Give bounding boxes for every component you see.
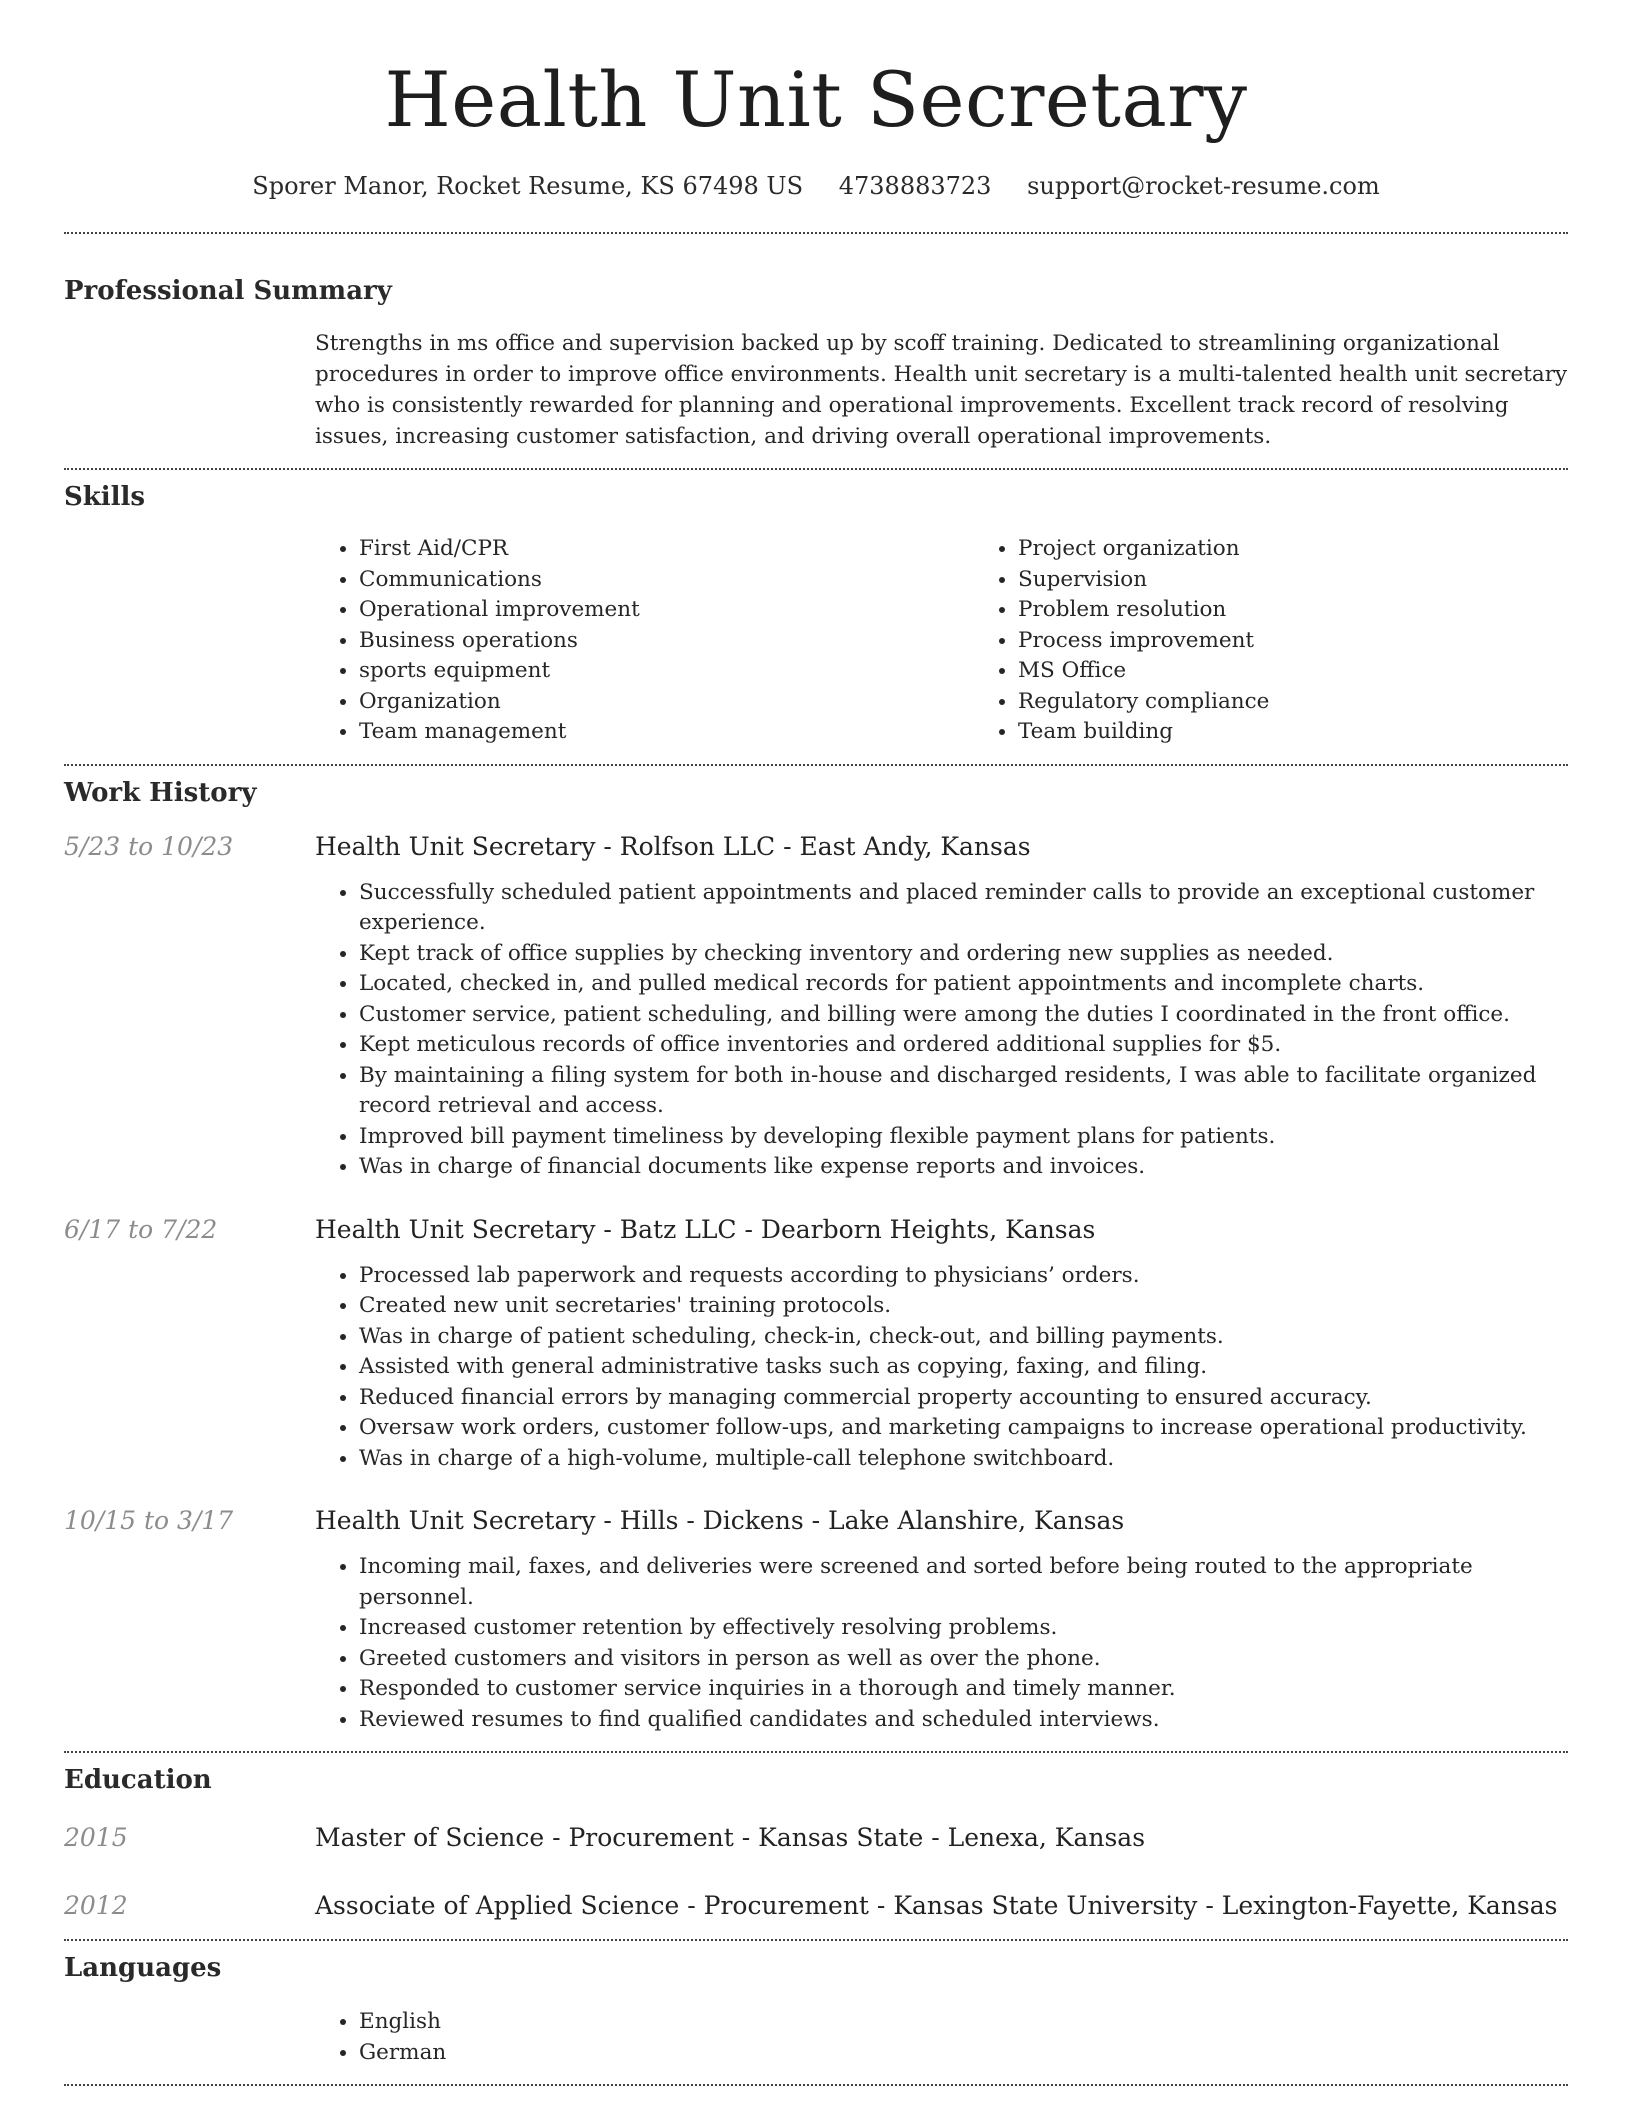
- job-bullet: • Was in charge of a high-volume, multiple-call telephone switchboard.: [359, 1444, 1568, 1475]
- job-bullets: [315, 1261, 1568, 1475]
- contact-email: support@rocket-resume.com: [1027, 172, 1380, 200]
- job-entry: [64, 1213, 1568, 1475]
- work-heading: Work History: [64, 777, 257, 808]
- skill-item: • Team management: [359, 717, 974, 748]
- job-bullet: • By maintaining a filing system for both in-house and discharged residents, I was able to facilitate organized record retrieval and access.: [359, 1061, 1568, 1122]
- job-bullet: • Reviewed resumes to find qualified candidates and scheduled interviews.: [359, 1705, 1568, 1736]
- resume-name: Health Unit Secretary: [384, 55, 1248, 144]
- skill-item: • Project organization: [1018, 534, 1632, 565]
- languages-list: [315, 2007, 1568, 2068]
- job-bullet: • Assisted with general administrative tasks such as copying, faxing, and filing.: [359, 1352, 1568, 1383]
- job-bullet: • Greeted customers and visitors in person as well as over the phone.: [359, 1644, 1568, 1675]
- job-bullet: • Oversaw work orders, customer follow-ups, and marketing campaigns to increase operational productivity.: [359, 1413, 1568, 1444]
- job-bullet: • Kept meticulous records of office inventories and ordered additional supplies for $5.: [359, 1030, 1568, 1061]
- skills-heading: Skills: [64, 482, 146, 512]
- job-title: Health Unit Secretary - Rolfson LLC - East Andy, Kansas: [315, 831, 1031, 861]
- contact-line: [64, 170, 1568, 202]
- job-bullet: • Incoming mail, faxes, and deliveries were screened and sorted before being routed to the appropriate personnel.: [359, 1552, 1568, 1613]
- skill-item: • Business operations: [359, 626, 974, 657]
- skill-item: • MS Office: [1018, 656, 1632, 687]
- job-dates: 10/15 to 3/17: [64, 1506, 234, 1535]
- skill-item: • Problem resolution: [1018, 595, 1632, 626]
- education-year: 2015: [64, 1823, 128, 1852]
- job-bullet: • Increased customer retention by effectively resolving problems.: [359, 1613, 1568, 1644]
- skill-item: • First Aid/CPR: [359, 534, 974, 565]
- education-year: 2012: [64, 1891, 128, 1920]
- job-bullet: • Improved bill payment timeliness by developing flexible payment plans for patients.: [359, 1122, 1568, 1153]
- job-bullet: • Was in charge of financial documents like expense reports and invoices.: [359, 1152, 1568, 1183]
- languages-heading: Languages: [64, 1953, 222, 1983]
- job-bullet: • Processed lab paperwork and requests according to physicians’ orders.: [359, 1261, 1568, 1292]
- job-bullet: • Created new unit secretaries' training protocols.: [359, 1291, 1568, 1322]
- job-entry: [64, 1504, 1568, 1735]
- contact-phone: 4738883723: [838, 172, 992, 200]
- education-section: [64, 1763, 1568, 1923]
- skill-item: • Communications: [359, 565, 974, 596]
- skill-item: • Supervision: [1018, 565, 1632, 596]
- section-divider: [64, 468, 1568, 470]
- skill-item: • Process improvement: [1018, 626, 1632, 657]
- education-degree: Master of Science - Procurement - Kansas State - Lenexa, Kansas: [315, 1823, 1146, 1852]
- skills-list-left: [315, 534, 974, 748]
- skill-item: • Team building: [1018, 717, 1632, 748]
- education-entry: [64, 1889, 1568, 1923]
- job-bullet: • Responded to customer service inquiries in a thorough and timely manner.: [359, 1674, 1568, 1705]
- skill-item: • Organization: [359, 687, 974, 718]
- summary-text: Strengths in ms office and supervision backed up by scoff training. Dedicated to streamlining organizational procedures in order to improve office environments. Health unit secretary is a multi-talented health unit secretary who is consistently rewarded for planning and operational improvements. Excellent track record of resolving issues, increasing customer satisfaction, and driving overall operational improvements.: [315, 331, 1568, 449]
- skill-item: • sports equipment: [359, 656, 974, 687]
- skills-list-right: [974, 534, 1632, 748]
- language-item: • German: [359, 2038, 1568, 2069]
- job-bullet: • Was in charge of patient scheduling, check-in, check-out, and billing payments.: [359, 1322, 1568, 1353]
- section-divider: [64, 1939, 1568, 1941]
- job-dates: 5/23 to 10/23: [64, 831, 234, 861]
- job-bullet: • Located, checked in, and pulled medical records for patient appointments and incomplete charts.: [359, 969, 1568, 1000]
- summary-heading: Professional Summary: [64, 276, 392, 306]
- job-bullet: • Successfully scheduled patient appointments and placed reminder calls to provide an exceptional customer experience.: [359, 878, 1568, 939]
- skills-section: [64, 480, 1568, 748]
- education-heading: Education: [64, 1765, 212, 1795]
- job-bullet: • Customer service, patient scheduling, and billing were among the duties I coordinated in the front office.: [359, 1000, 1568, 1031]
- language-item: • English: [359, 2007, 1568, 2038]
- job-title: Health Unit Secretary - Hills - Dickens - Lake Alanshire, Kansas: [315, 1506, 1125, 1535]
- job-bullets: [315, 878, 1568, 1183]
- education-entry: [64, 1821, 1568, 1855]
- contact-address: Sporer Manor, Rocket Resume, KS 67498 US: [252, 172, 804, 200]
- summary-section: [64, 274, 1568, 452]
- job-bullet: • Reduced financial errors by managing commercial property accounting to ensured accuracy.: [359, 1383, 1568, 1414]
- work-section: [64, 776, 1568, 1736]
- section-divider: [64, 1751, 1568, 1753]
- job-bullets: [315, 1552, 1568, 1735]
- languages-section: [64, 1951, 1568, 2068]
- job-title: Health Unit Secretary - Batz LLC - Dearborn Heights, Kansas: [315, 1214, 1096, 1244]
- skill-item: • Operational improvement: [359, 595, 974, 626]
- job-bullet: • Kept track of office supplies by checking inventory and ordering new supplies as needed.: [359, 939, 1568, 970]
- section-divider: [64, 232, 1568, 234]
- education-degree: Associate of Applied Science - Procurement - Kansas State University - Lexington-Fayette, Kansas: [315, 1891, 1558, 1920]
- job-dates: 6/17 to 7/22: [64, 1214, 218, 1244]
- skill-item: • Regulatory compliance: [1018, 687, 1632, 718]
- section-divider: [64, 2084, 1568, 2086]
- section-divider: [64, 764, 1568, 766]
- job-entry: [64, 830, 1568, 1183]
